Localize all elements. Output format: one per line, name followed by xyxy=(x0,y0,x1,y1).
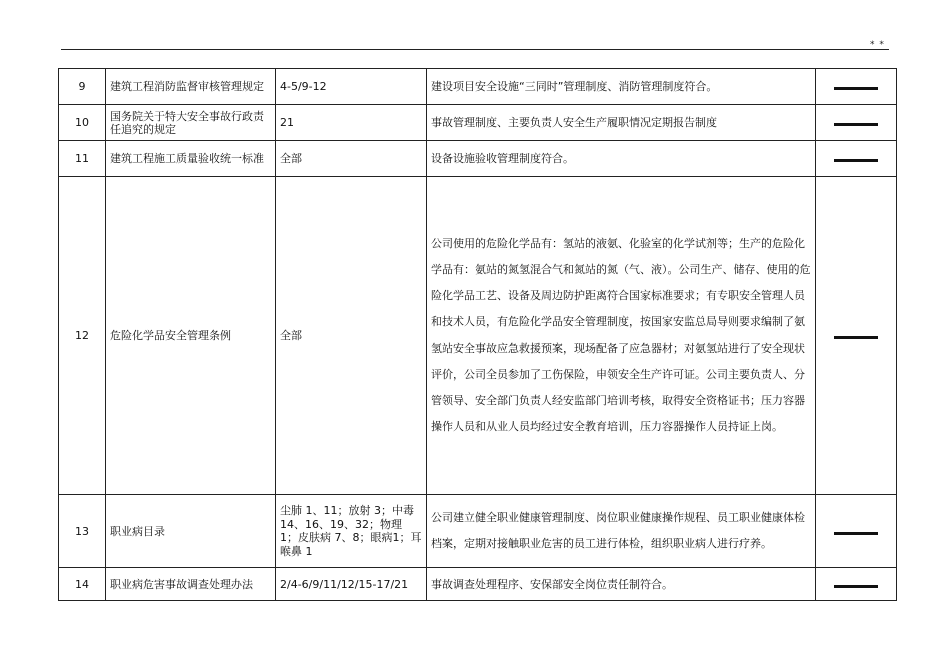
applicable-clause: 21 xyxy=(276,105,427,141)
regulation-name: 职业病危害事故调查处理办法 xyxy=(106,568,276,601)
regulation-name: 职业病目录 xyxy=(106,495,276,568)
finding-text: 公司使用的危险化学品有：氢站的液氨、化验室的化学试剂等；生产的危险化学品有：氨站的氮氢混合气和氮站的氮（气、液）。公司生产、储存、使用的危险化学品工艺、设备及周边防护距离符合国家标准要求；有专职安全管理人员和技术人员，有危险化学品安全管理制度，按国家安监总局导则要求编制了氨氢站安全事故应急救援预案，现场配备了应急器材；对氨氢站进行了安全现状评价，公司全员参加了工伤保险，申领安全生产许可证。公司主要负责人、分管领导、安全部门负责人经安监部门培训考核，取得安全资格证书；压力容器操作人员和从业人员均经过安全教育培训，压力容器操作人员持证上岗。 xyxy=(427,177,816,495)
applicable-clause: 4-5/9-12 xyxy=(276,69,427,105)
header-rule xyxy=(61,49,889,50)
row-number: 9 xyxy=(59,69,106,105)
result-dash xyxy=(834,532,878,535)
table-row xyxy=(59,69,897,105)
row-number: 10 xyxy=(59,105,106,141)
regulation-table xyxy=(58,68,897,601)
table-row xyxy=(59,105,897,141)
applicable-clause: 2/4-6/9/11/12/15-17/21 xyxy=(276,568,427,601)
result-dash xyxy=(834,336,878,339)
result-dash xyxy=(834,123,878,126)
finding-text: 公司建立健全职业健康管理制度、岗位职业健康操作规程、员工职业健康体检档案，定期对接触职业危害的员工进行体检，组织职业病人进行疗养。 xyxy=(427,495,816,568)
applicable-clause: 全部 xyxy=(276,141,427,177)
result-cell xyxy=(816,495,897,568)
applicable-clause: 尘肺 1、11；放射 3；中毒14、16、19、32；物理 1；皮肤病 7、8；眼病1；耳喉鼻 1 xyxy=(276,495,427,568)
result-cell xyxy=(816,177,897,495)
table-row xyxy=(59,495,897,568)
row-number: 12 xyxy=(59,177,106,495)
result-cell xyxy=(816,105,897,141)
regulation-name: 危险化学品安全管理条例 xyxy=(106,177,276,495)
table-row xyxy=(59,141,897,177)
finding-text: 设备设施验收管理制度符合。 xyxy=(427,141,816,177)
result-cell xyxy=(816,568,897,601)
regulation-name: 国务院关于特大安全事故行政责任追究的规定 xyxy=(106,105,276,141)
regulation-name: 建筑工程施工质量验收统一标准 xyxy=(106,141,276,177)
applicable-clause: 全部 xyxy=(276,177,427,495)
row-number: 11 xyxy=(59,141,106,177)
header-mark: * * xyxy=(870,40,885,50)
result-dash xyxy=(834,159,878,162)
finding-text: 事故调查处理程序、安保部安全岗位责任制符合。 xyxy=(427,568,816,601)
result-cell xyxy=(816,69,897,105)
finding-text: 建设项目安全设施“三同时”管理制度、消防管理制度符合。 xyxy=(427,69,816,105)
row-number: 14 xyxy=(59,568,106,601)
finding-text: 事故管理制度、主要负责人安全生产履职情况定期报告制度 xyxy=(427,105,816,141)
row-number: 13 xyxy=(59,495,106,568)
table-row xyxy=(59,568,897,601)
result-dash xyxy=(834,87,878,90)
result-dash xyxy=(834,585,878,588)
regulation-name: 建筑工程消防监督审核管理规定 xyxy=(106,69,276,105)
result-cell xyxy=(816,141,897,177)
table-row xyxy=(59,177,897,495)
